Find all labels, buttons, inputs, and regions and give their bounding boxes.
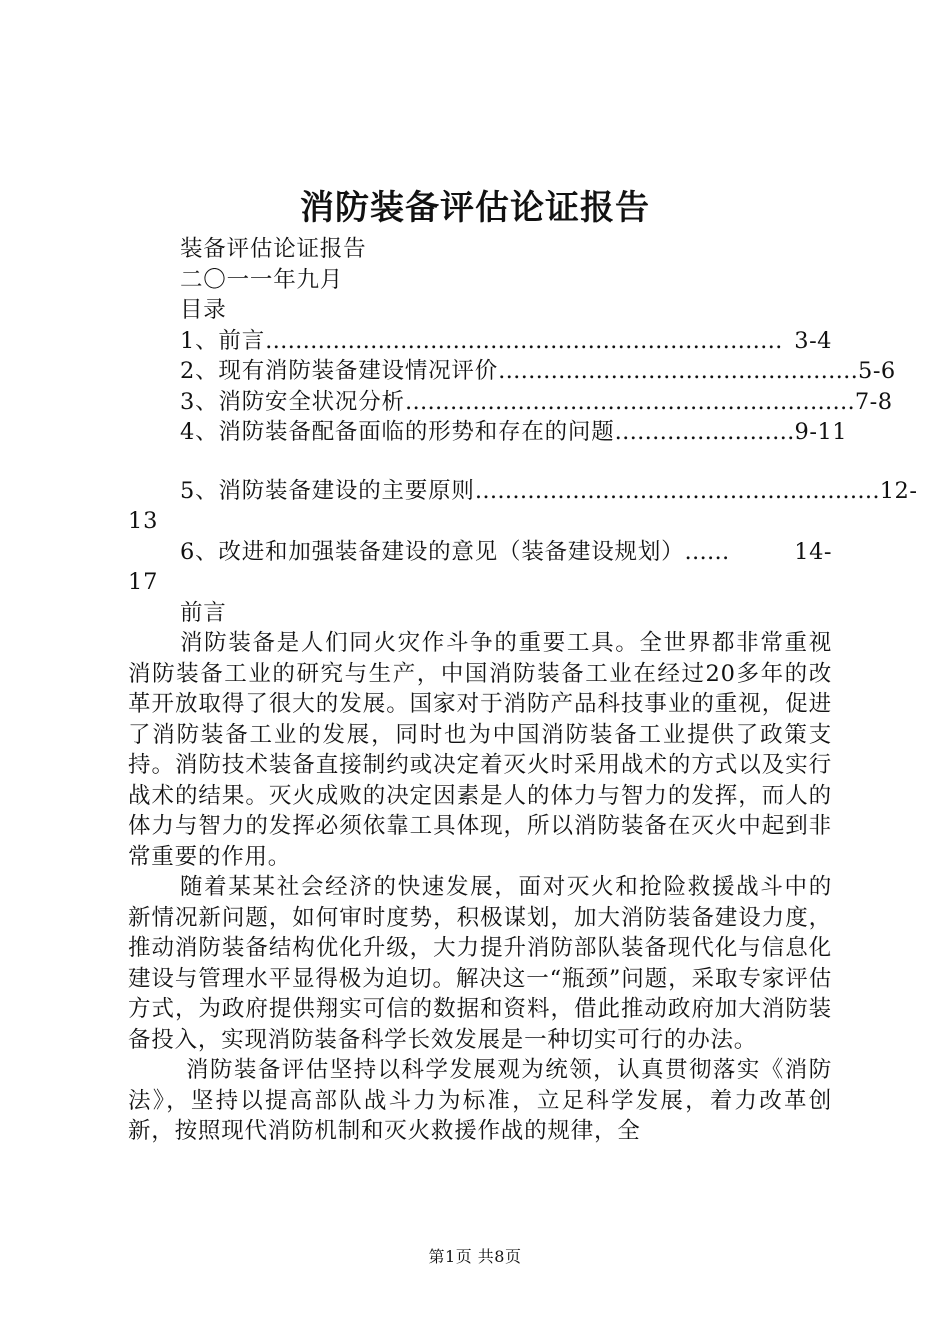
toc-leader: …… — [684, 538, 730, 565]
toc-label: 6、改进和加强装备建设的意见（装备建设规划） — [180, 538, 685, 565]
toc-leader: …………………… — [614, 419, 795, 445]
toc-label: 3、消防安全状况分析 — [180, 388, 405, 415]
toc-leader: ………………………………………… — [498, 358, 859, 384]
toc-pages: 5-6 — [858, 358, 896, 384]
toc-pages: 7-8 — [854, 388, 893, 415]
toc-leader: …………………………………………………………… — [265, 327, 783, 354]
toc-label: 2、现有消防装备建设情况评价 — [180, 358, 499, 384]
page-footer: 第1页 共8页 — [428, 1247, 522, 1266]
cover-date: 二〇一一年九月 — [180, 266, 344, 293]
toc-heading: 目录 — [180, 297, 227, 323]
body-paragraph: 消防装备评估坚持以科学发展观为统领，认真贯彻落实《消防法》，坚持以提高部队战斗力为标准，立足科学发展，着力改革创新，按照现代消防机制和灭火救援作战的规律，全 — [128, 1057, 832, 1144]
toc-pages: 3-4 — [794, 327, 832, 354]
toc-entry-4 — [128, 417, 848, 448]
toc-entry-2 — [128, 356, 896, 387]
toc-label: 5、消防装备建设的主要原则 — [180, 477, 475, 504]
toc-page-wrap: 13 — [128, 508, 159, 534]
body-paragraph: 随着某某社会经济的快速发展，面对灭火和抢险救援战斗中的新情况新问题，如何审时度势，积极谋划，加大消防装备建设力度，推动消防装备结构优化升级，大力提升消防部队装备现代化与信息化建设与管理水平显得极为迫切。解决这一“瓶颈”问题，采取专家评估方式，为政府提供翔实可信的数据和资料，借此推动政府加大消防装备投入，实现消防装备科学长效发展是一种切实可行的办法。 — [128, 874, 832, 1053]
toc-label: 4、消防装备配备面临的形势和存在的问题 — [180, 419, 615, 445]
toc-entry-1 — [128, 326, 832, 357]
section-heading: 前言 — [180, 599, 227, 626]
toc-entry-3 — [128, 387, 893, 418]
body-paragraph: 消防装备是人们同火灾作斗争的重要工具。全世界都非常重视消防装备工业的研究与生产，中国消防装备工业在经过20多年的改革开放取得了很大的发展。国家对于消防产品科技事业的重视，促进了消防装备工业的发展，同时也为中国消防装备工业提供了政策支持。消防技术装备直接制约或决定着灭火时采用战术的方式以及实行战术的结果。灭火成败的决定因素是人的体力与智力的发挥，而人的体力与智力的发挥必须依靠工具体现，所以消防装备在灭火中起到非常重要的作用。 — [128, 630, 832, 870]
document-body — [128, 234, 918, 1147]
cover-subtitle: 装备评估论证报告 — [180, 236, 367, 262]
toc-pages: 12- — [879, 477, 918, 504]
toc-leader: ……………………………………………… — [474, 477, 880, 504]
toc-pages: 14- — [794, 538, 832, 565]
toc-pages: 9-11 — [794, 419, 848, 445]
toc-leader: …………………………………………………… — [404, 388, 855, 415]
toc-spacer — [128, 448, 832, 476]
toc-page-wrap: 17 — [128, 569, 159, 595]
document-title: 消防装备评估论证报告 — [300, 188, 650, 228]
toc-label: 1、前言 — [180, 327, 266, 354]
toc-entry-5 — [128, 476, 918, 507]
toc-entry-6 — [128, 537, 832, 568]
